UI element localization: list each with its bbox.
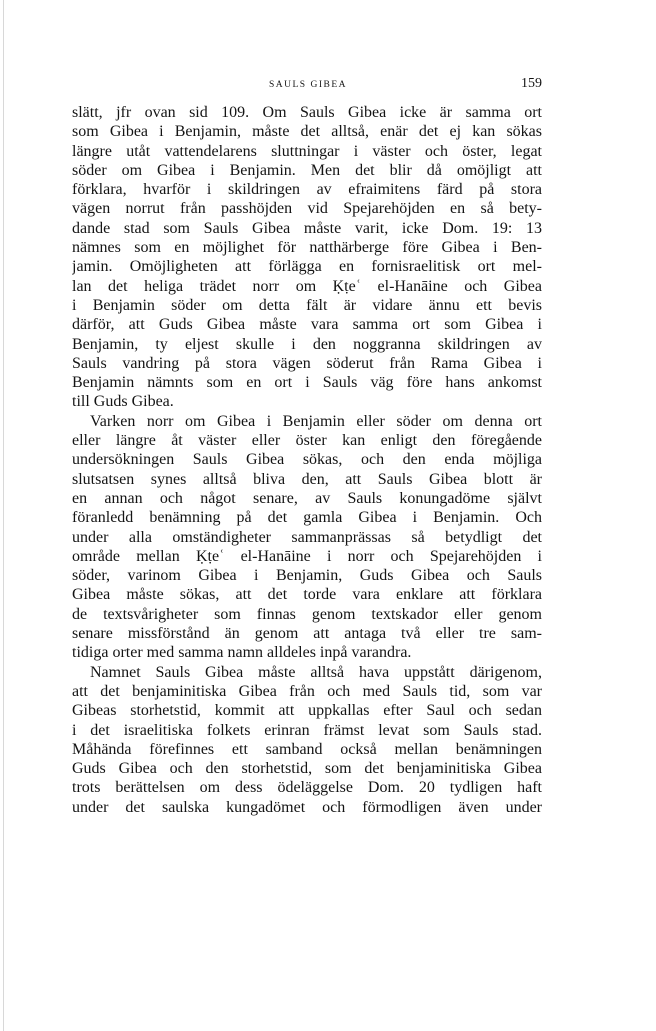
text-line: under det saulska kungadömet och förmodligen även under [72,798,542,816]
text-line: tidiga orter med samma namn alldeles inpå varandra. [72,644,412,662]
text-line: senare missförstånd än genom att antaga två eller tre sam- [72,625,542,643]
text-line: vägen norrut från passhöjden vid Spejarehöjden en så bety- [72,200,542,218]
text-line: Sauls vandring på stora vägen söderut från Rama Gibea i [72,354,542,372]
text-line: under alla omständigheter sammanprässas så betydligt det [72,528,542,546]
text-line: Varken norr om Gibea i Benjamin eller söder om denna ort [90,412,542,430]
running-head: SAULS GIBEA [269,80,347,90]
text-line: längre utåt vattendelarens sluttningar i väster och öster, legat [72,142,542,160]
text-line: slätt, jfr ovan sid 109. Om Sauls Gibea icke är samma ort [72,104,542,121]
text-line: trots berättelsen om dess ödeläggelse Dom. 20 tydligen haft [72,779,542,797]
text-line: nämnes som en möjlighet för natthärberge före Gibea i Ben- [72,239,542,257]
text-line: i Benjamin söder om detta fält är vidare ännu ett bevis [72,296,542,314]
text-line: i det israelitiska folkets erinran främst levat som Sauls stad. [72,721,542,739]
text-line: Guds Gibea och den storhetstid, som det benjaminitiska Gibea [72,760,542,778]
text-line: jamin. Omöjligheten att förlägga en fornisraelitisk ort mel- [72,258,542,276]
text-line: slutsatsen synes alltså bliva den, att Sauls Gibea blott är [72,470,542,488]
text-line: Gibea måste sökas, att det torde vara enklare att förklara [72,586,542,604]
text-line: Namnet Sauls Gibea måste alltså hava uppstått därigenom, [90,663,542,681]
text-line: därför, att Guds Gibea måste vara samma ort som Gibea i [72,316,542,334]
text-line: eller längre åt väster eller öster kan enligt den föregående [72,432,542,450]
text-line: föranledd benämning på det gamla Gibea i Benjamin. Och [72,509,542,527]
scan-edge [3,0,4,1031]
text-line: söder om Gibea i Benjamin. Men det blir då omöjligt att [72,161,542,179]
body-text [72,103,542,817]
text-line: söder, varinom Gibea i Benjamin, Guds Gibea och Sauls [72,567,542,585]
text-line: de textsvårigheter som finnas genom textskador eller genom [72,605,542,623]
text-line: förklara, hvarför i skildringen av efraimitens färd på stora [72,181,542,199]
text-line: till Guds Gibea. [72,393,174,411]
text-line: att det benjaminitiska Gibea från och med Sauls tid, som var [72,682,542,700]
page-number: 159 [521,76,542,91]
text-line: Gibeas storhetstid, kommit att uppkallas efter Saul och sedan [72,702,542,720]
text-line: Måhända förefinnes ett samband också mellan benämningen [72,740,542,758]
page-header [74,76,542,96]
text-line: lan det heliga trädet norr om Ḳṭeʿ el-Hanāine och Gibea [72,277,542,295]
text-line: en annan och något senare, av Sauls konungadöme självt [72,489,542,507]
text-line: undersökningen Sauls Gibea sökas, och den enda möjliga [72,451,542,469]
text-line: som Gibea i Benjamin, måste det alltså, enär det ej kan sökas [72,123,542,141]
text-line: Benjamin nämnts som en ort i Sauls väg före hans ankomst [72,374,542,392]
text-line: område mellan Ḳṭeʿ el-Hanāine i norr och Spejarehöjden i [72,547,542,565]
text-line: Benjamin, ty eljest skulle i den noggranna skildringen av [72,335,542,353]
text-line: dande stad som Sauls Gibea måste varit, icke Dom. 19: 13 [72,219,542,237]
